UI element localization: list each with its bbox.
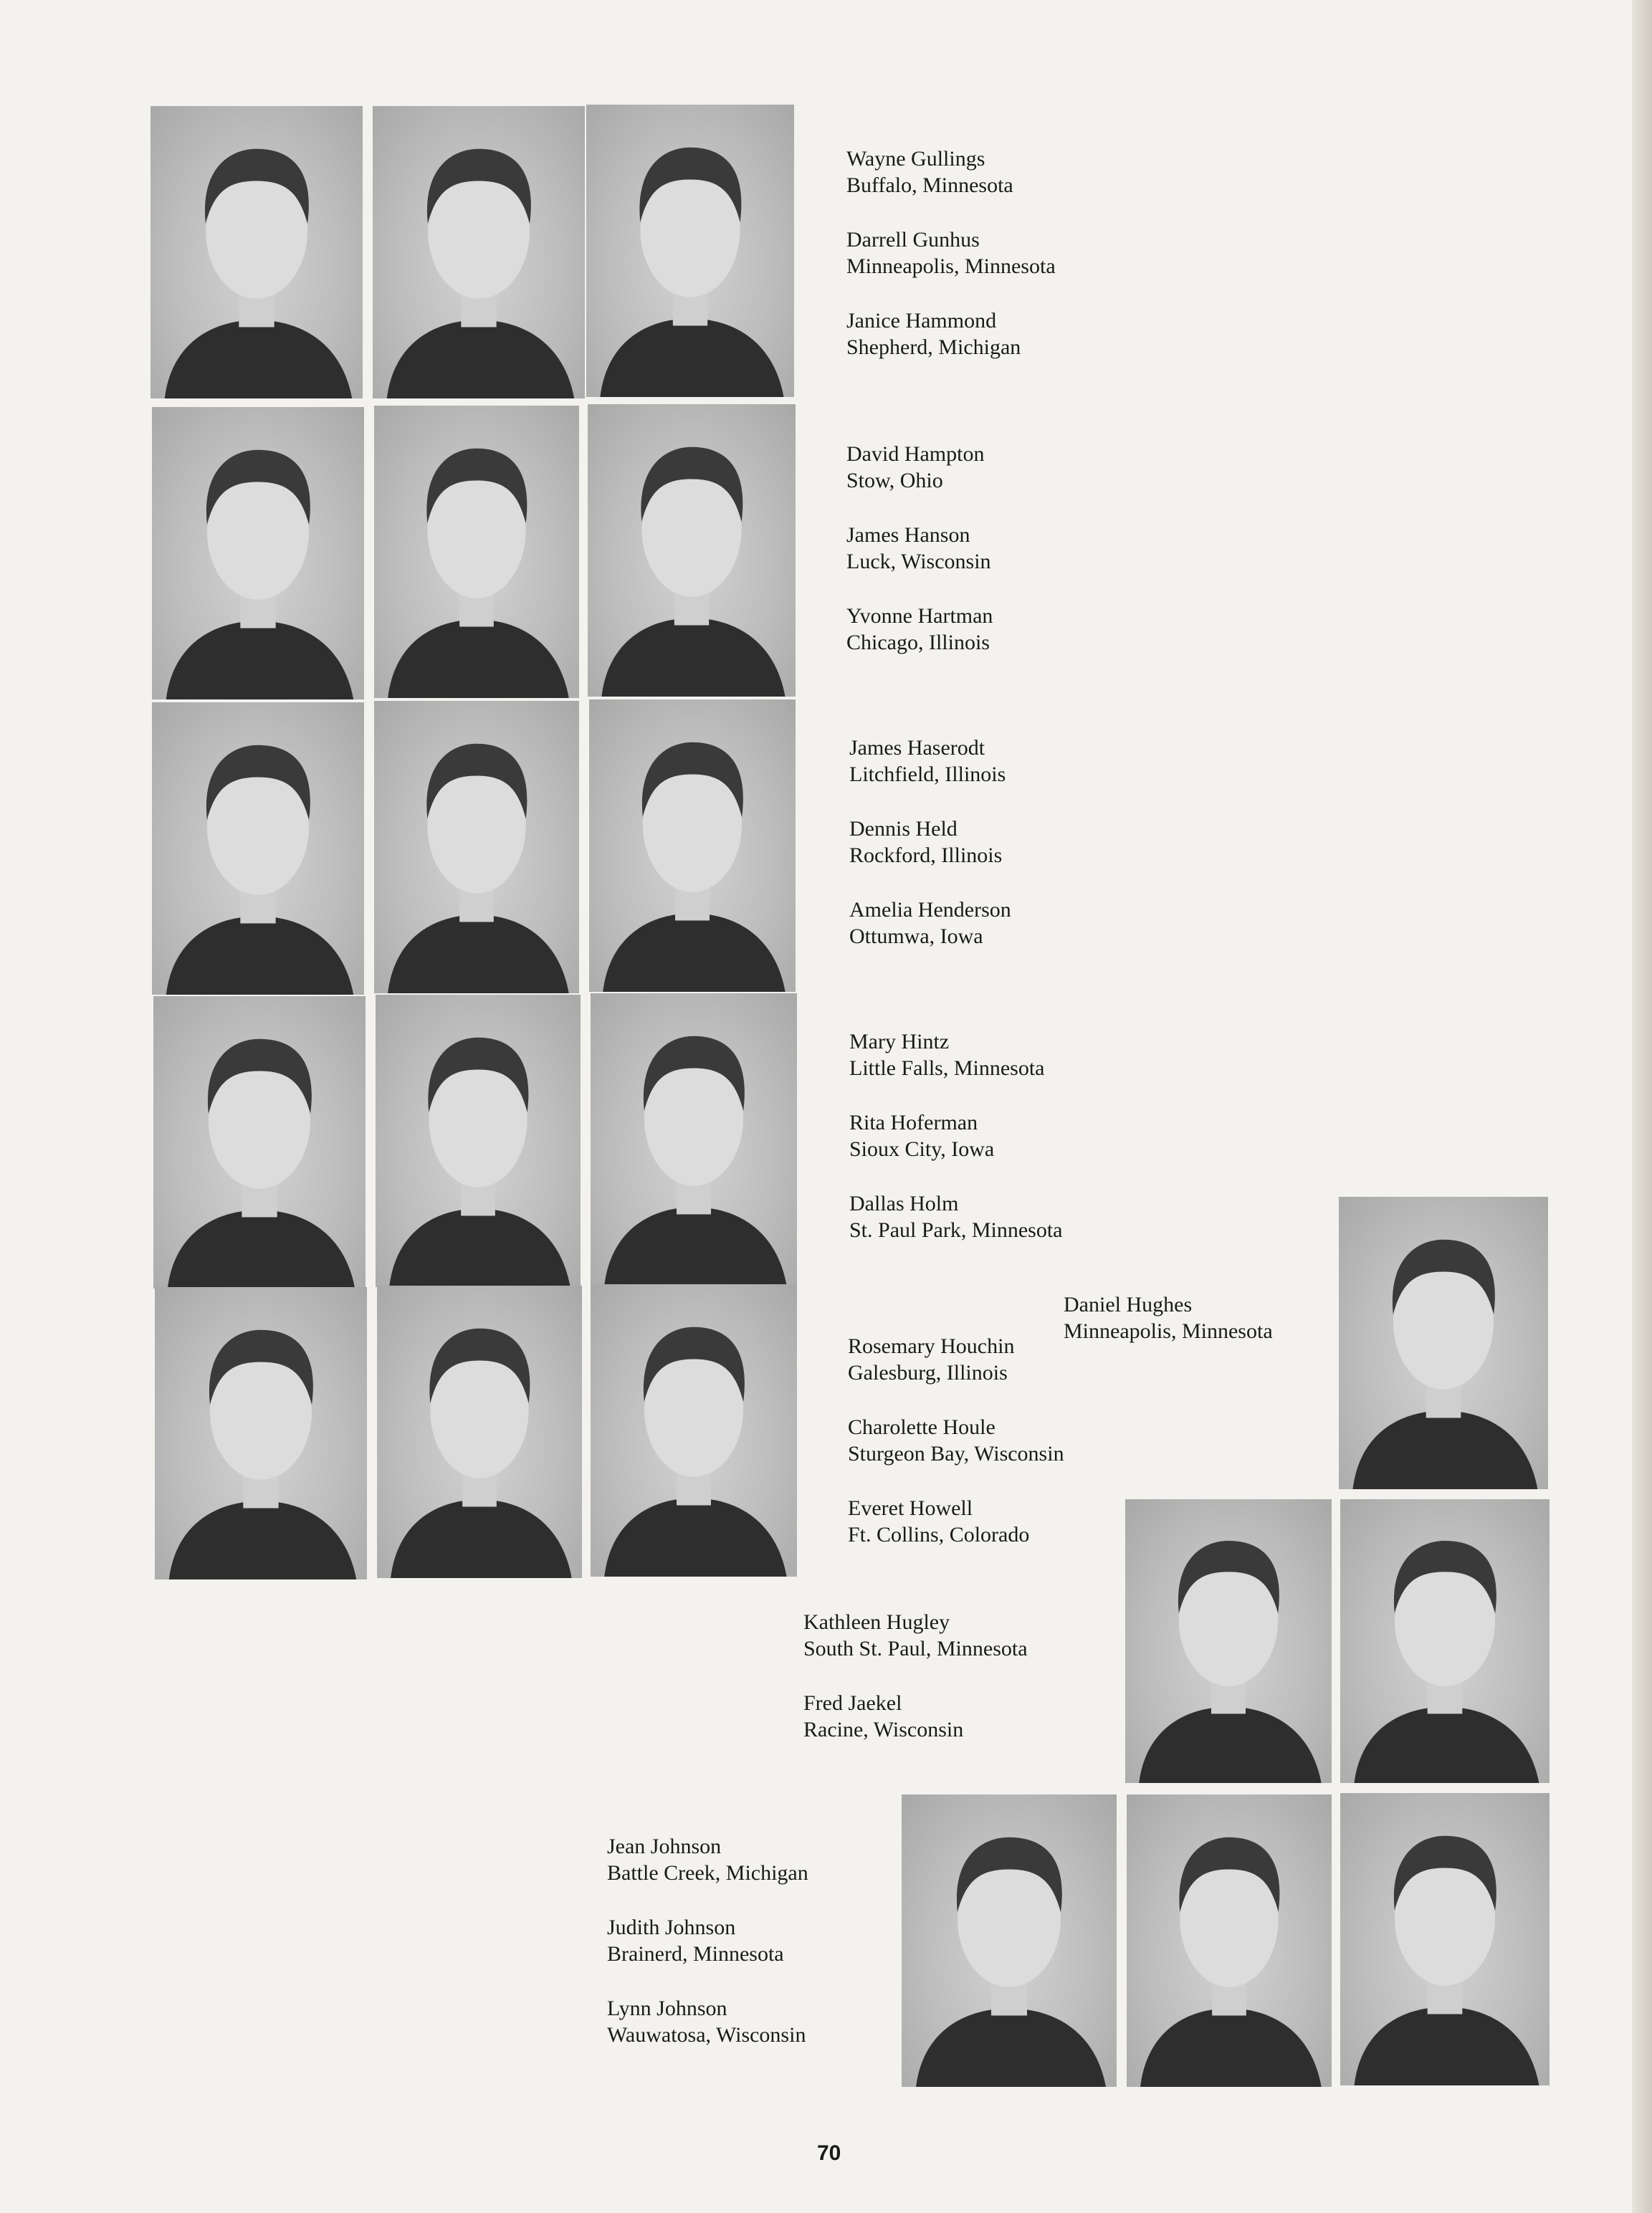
portrait-silhouette (586, 105, 794, 397)
portrait-silhouette (588, 404, 796, 697)
portrait-photo (1340, 1499, 1550, 1783)
portrait-silhouette (589, 699, 796, 992)
student-hometown: Rockford, Illinois (849, 843, 1003, 867)
student-name: Dennis Held (849, 817, 958, 841)
portrait-photo (152, 702, 364, 995)
student-name: Janice Hammond (846, 309, 997, 333)
portrait-silhouette (377, 1286, 582, 1578)
portrait-photo (153, 996, 366, 1289)
student-group (607, 1833, 808, 2048)
student-hometown: Wauwatosa, Wisconsin (607, 2023, 806, 2047)
portrait-silhouette (155, 1287, 367, 1579)
page-number: 70 (817, 2141, 841, 2165)
student-group (849, 1028, 1063, 1243)
page-edge (1632, 0, 1652, 2213)
student-hometown: Minneapolis, Minnesota (1064, 1319, 1273, 1343)
student-name: Amelia Henderson (849, 898, 1011, 922)
portrait-photo (377, 1286, 582, 1578)
student-group (848, 1333, 1064, 1548)
portrait-photo (152, 407, 364, 699)
portrait-photo (374, 406, 579, 698)
student-name: Lynn Johnson (607, 1997, 727, 2020)
portrait-silhouette (374, 406, 579, 698)
portrait-photo (591, 1284, 797, 1577)
portrait-silhouette (1127, 1794, 1332, 2087)
student-name: James Hanson (846, 523, 970, 547)
student-name: Judith Johnson (607, 1916, 736, 1939)
student-hometown: Little Falls, Minnesota (849, 1056, 1045, 1080)
portrait-photo (586, 105, 794, 397)
student-name: Charolette Houle (848, 1415, 996, 1439)
student-name: Wayne Gullings (846, 147, 985, 171)
portrait-photo (588, 404, 796, 697)
student-group (1064, 1291, 1273, 1344)
portrait-silhouette (1340, 1499, 1550, 1783)
portrait-silhouette (151, 106, 363, 398)
portrait-silhouette (591, 1284, 797, 1577)
portrait-photo (376, 995, 581, 1287)
student-hometown: Stow, Ohio (846, 469, 943, 492)
student-name: Kathleen Hugley (803, 1610, 950, 1634)
portrait-photo (1339, 1197, 1548, 1489)
portrait-silhouette (152, 407, 364, 699)
portrait-silhouette (373, 106, 585, 398)
portrait-silhouette (1125, 1499, 1332, 1783)
student-name: Fred Jaekel (803, 1691, 902, 1715)
portrait-photo (1127, 1794, 1332, 2087)
student-group (846, 145, 1056, 360)
portrait-photo (591, 993, 797, 1286)
portrait-silhouette (1340, 1793, 1550, 2085)
student-hometown: Racine, Wisconsin (803, 1718, 964, 1741)
student-name: Yvonne Hartman (846, 604, 993, 628)
portrait-photo (155, 1287, 367, 1579)
student-name: Dallas Holm (849, 1192, 959, 1215)
portrait-silhouette (152, 702, 364, 995)
student-group (849, 735, 1011, 950)
portrait-silhouette (374, 701, 579, 993)
student-hometown: Luck, Wisconsin (846, 550, 991, 573)
portrait-silhouette (902, 1794, 1117, 2087)
student-hometown: Sturgeon Bay, Wisconsin (848, 1442, 1064, 1466)
student-hometown: Sioux City, Iowa (849, 1137, 995, 1161)
student-name: Everet Howell (848, 1496, 973, 1520)
portrait-silhouette (591, 993, 797, 1286)
portrait-photo (151, 106, 363, 398)
student-hometown: Battle Creek, Michigan (607, 1861, 808, 1885)
portrait-silhouette (376, 995, 581, 1287)
student-hometown: St. Paul Park, Minnesota (849, 1218, 1063, 1242)
student-hometown: Ft. Collins, Colorado (848, 1523, 1030, 1547)
student-group (803, 1609, 1028, 1743)
portrait-photo (373, 106, 585, 398)
student-hometown: Minneapolis, Minnesota (846, 254, 1056, 278)
student-hometown: Ottumwa, Iowa (849, 924, 983, 948)
portrait-silhouette (1339, 1197, 1548, 1489)
student-hometown: Shepherd, Michigan (846, 335, 1021, 359)
student-hometown: Galesburg, Illinois (848, 1361, 1008, 1385)
student-name: Rosemary Houchin (848, 1334, 1015, 1358)
portrait-photo (1125, 1499, 1332, 1783)
student-name: Rita Hoferman (849, 1111, 978, 1134)
portrait-photo (374, 701, 579, 993)
portrait-photo (1340, 1793, 1550, 2085)
student-name: David Hampton (846, 442, 985, 466)
portrait-silhouette (153, 996, 366, 1289)
student-name: Daniel Hughes (1064, 1293, 1193, 1316)
student-group (846, 441, 993, 656)
student-hometown: Buffalo, Minnesota (846, 173, 1013, 197)
student-hometown: Chicago, Illinois (846, 631, 990, 654)
student-hometown: South St. Paul, Minnesota (803, 1637, 1028, 1660)
student-name: James Haserodt (849, 736, 985, 760)
student-hometown: Litchfield, Illinois (849, 763, 1006, 786)
student-hometown: Brainerd, Minnesota (607, 1942, 784, 1966)
student-name: Jean Johnson (607, 1835, 722, 1858)
student-name: Darrell Gunhus (846, 228, 980, 252)
student-name: Mary Hintz (849, 1030, 950, 1053)
portrait-photo (902, 1794, 1117, 2087)
portrait-photo (589, 699, 796, 992)
